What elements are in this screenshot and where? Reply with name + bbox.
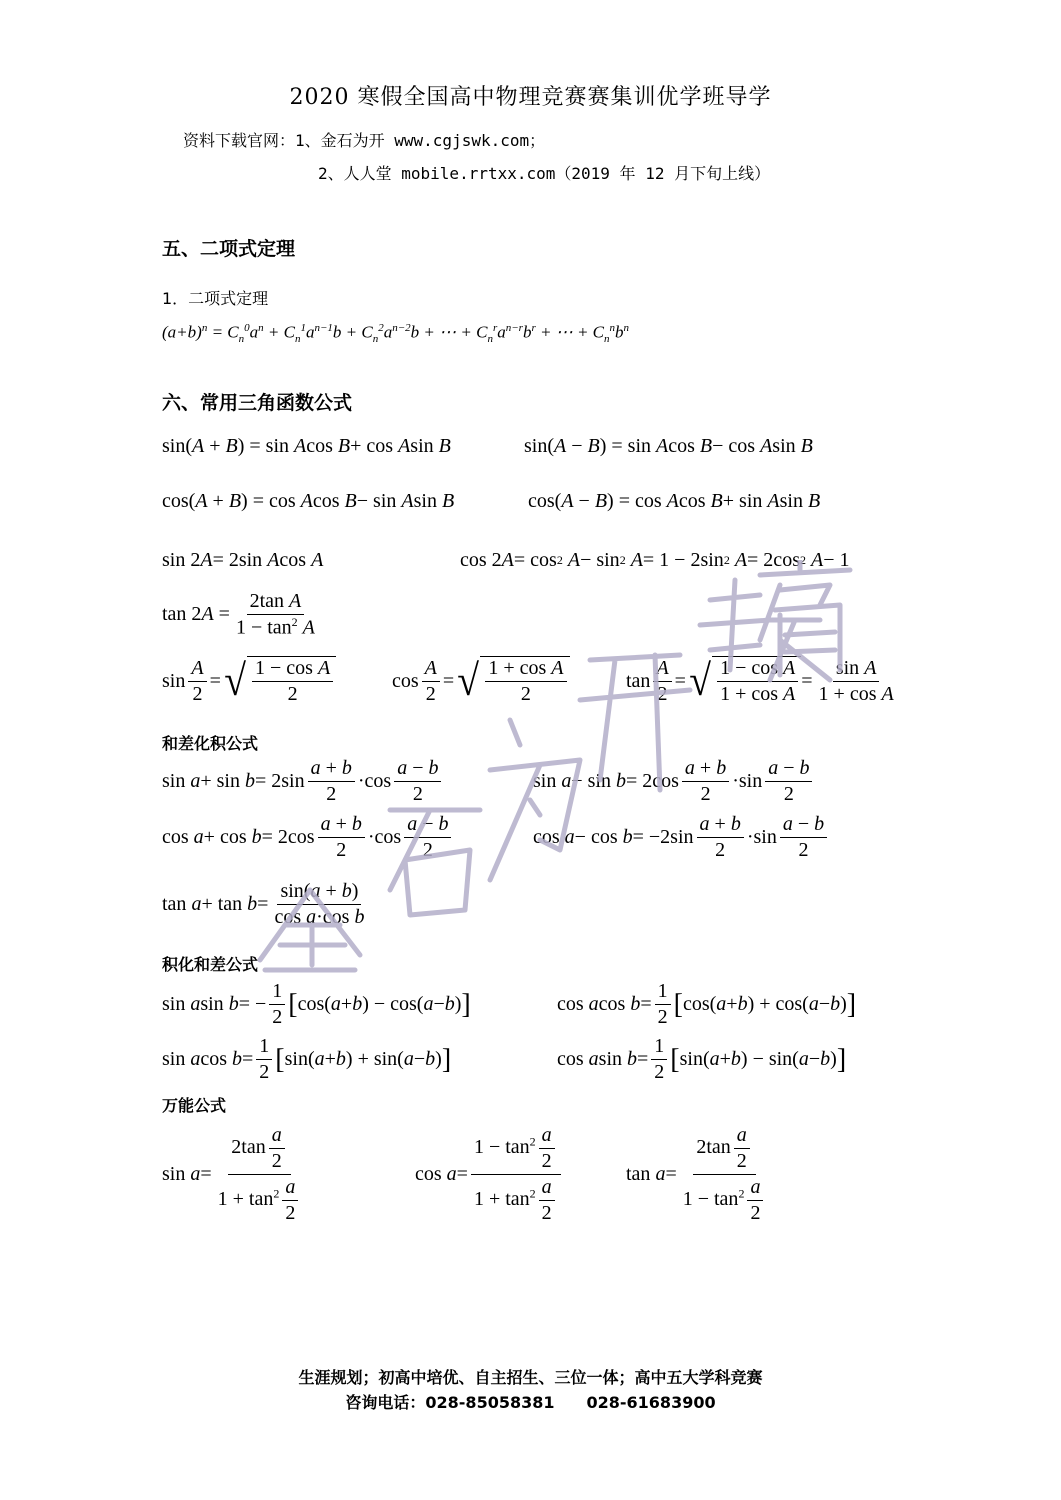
formula-sin-plus-sin: sin a + sin b = 2sin $\frac{a + b}{2}$ ·cos $\frac{a - b}{2}$ [162, 757, 444, 806]
formula-cos-sum: cos( A + B ) = cos A cos B − sin A sin B [162, 490, 455, 512]
formula-sin-sin: sin a sin b = − $\frac{1}{2}$ [ cos( a + b ) − cos( a − b ) ] [162, 980, 471, 1028]
formula-sin-diff: sin( A − B ) = sin A cos B − cos A sin B [524, 435, 813, 457]
footer-services: 生涯规划；初高中培优、自主招生、三位一体；高中五大学科竞赛 [298, 1368, 763, 1387]
formula-universal-tan: tan a = 2tan $\frac{a}{2}$ $1 - \tan^2$ $\frac{a}{2}$ [626, 1124, 772, 1225]
label-universal: 万能公式 [162, 1096, 227, 1115]
formula-sin-cos: sin a cos b = $\frac{1}{2}$ [ sin( a + b ) + sin( a − b ) ] [162, 1035, 452, 1083]
header-line-1: 资料下载官网：1、金石为开 www.cgjswk.com； [183, 131, 546, 150]
formula-cos-plus-cos: cos a + cos b = 2cos $\frac{a + b}{2}$ ·cos $\frac{a - b}{2}$ [162, 813, 454, 862]
label-sum-to-product: 和差化积公式 [162, 734, 259, 753]
formula-cos-cos: cos a cos b = $\frac{1}{2}$ [ cos( a + b ) + cos( a − b ) ] [557, 980, 857, 1028]
header-line-2: 2、人人堂 mobile.rrtxx.com（2019 年 12 月下旬上线） [318, 164, 771, 183]
subsection-binomial: 1．二项式定理 [162, 289, 269, 308]
section-trig-title: 六、常用三角函数公式 [162, 392, 353, 414]
formula-cos-minus-cos: cos a − cos b = −2sin $\frac{a + b}{2}$ ·sin $\frac{a - b}{2}$ [533, 813, 830, 862]
formula-sin-minus-sin: sin a − sin b = 2cos $\frac{a + b}{2}$ ·sin $\frac{a - b}{2}$ [533, 757, 815, 806]
formula-cos-half: cos $\frac{A}{2}$ = √ $\frac{\text{1 + cos A}}{2}$ [392, 656, 570, 706]
formula-cos-sin: cos a sin b = $\frac{1}{2}$ [ sin( a + b ) − sin( a − b ) ] [557, 1035, 847, 1083]
footer-phone: 咨询电话：028-85058381 028-61683900 [345, 1393, 716, 1412]
formula-binomial: $(a+b)^n = C_n^0a^n + C_n^1a^{n-1}b + C_n^2a^{n-2}b$ + ⋯ + $C_n^ra^{n-r}b^r$ + ⋯ + $C_n^nb^n$ [162, 322, 630, 346]
page-title: 2020 寒假全国高中物理竞赛赛集训优学班导学 [289, 85, 772, 110]
formula-universal-cos: cos a = $1 - \tan^2$ $\frac{a}{2}$ $1 + \tan^2$ $\frac{a}{2}$ [415, 1124, 564, 1225]
formula-cos-diff: cos( A − B ) = cos A cos B + sin A sin B [528, 490, 821, 512]
section-binomial-title: 五、二项式定理 [162, 238, 296, 260]
formula-sin-half: sin $\frac{A}{2}$ = √ $\frac{\text{1 − cos A}}{2}$ [162, 656, 336, 706]
formula-universal-sin: sin a = 2tan $\frac{a}{2}$ $1 + \tan^2$ $\frac{a}{2}$ [162, 1124, 307, 1225]
formula-sin-sum: sin( A + B ) = sin A cos B + cos A sin B [162, 435, 451, 457]
label-product-to-sum: 积化和差公式 [162, 955, 259, 974]
formula-cos-double: cos 2 A = cos 2 A − sin 2 A = 1 − 2sin 2 A = 2cos 2 A − 1 [460, 549, 850, 571]
formula-tan-half: tan $\frac{A}{2}$ = √ $\frac{\text{1 − cos A}}{\text{1 + cos A}}$ = $\frac{\text{sin A}}{\text{1 + cos A}}$ [626, 656, 894, 705]
formula-sin-double: sin 2 A = 2sin A cos A [162, 549, 324, 571]
formula-tan-double: tan 2 A = $\frac{\text{2tan A}}{1 - \tan^2 A}$ [162, 590, 315, 639]
formula-tan-plus-tan: tan a + tan b = $\frac{\sin(a + b)}{\text{cos a·cos b}}$ [162, 880, 365, 928]
